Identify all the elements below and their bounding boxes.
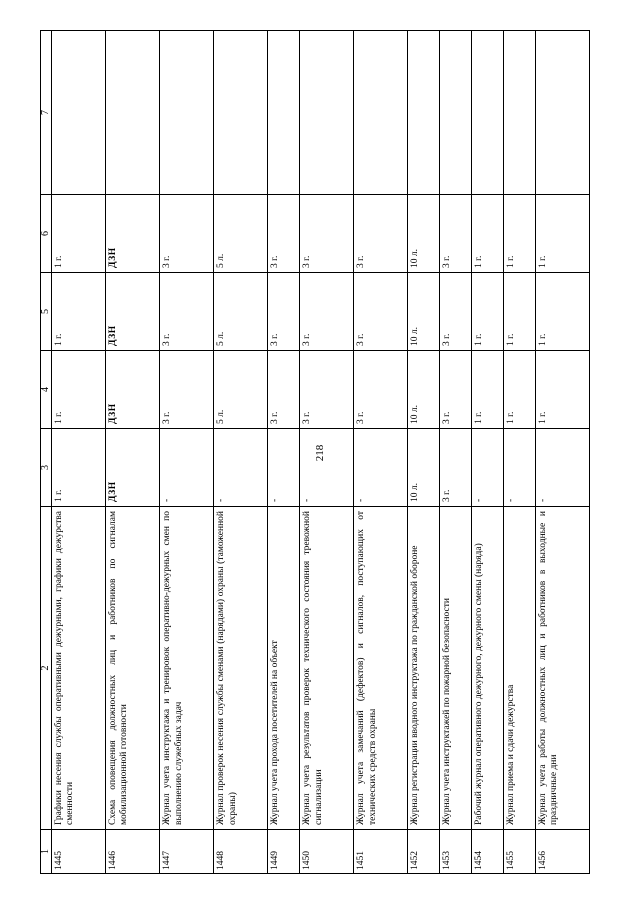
retention-col-3: 3 г. <box>440 429 472 507</box>
retention-col-5: 3 г. <box>440 273 472 351</box>
record-number: 1450 <box>300 830 354 874</box>
note-col-7 <box>472 31 504 195</box>
table-row <box>440 31 472 874</box>
record-name: Журнал проверок несения службы сменами (нарядами) охраны (таможенной охраны) <box>214 507 268 830</box>
retention-col-3: 1 г. <box>52 429 106 507</box>
note-col-7 <box>52 31 106 195</box>
table-body <box>52 31 590 874</box>
retention-col-4: 1 г. <box>535 351 589 429</box>
column-header: 6 <box>41 195 52 273</box>
retention-col-4: 3 г. <box>300 351 354 429</box>
record-number: 1447 <box>160 830 214 874</box>
note-col-7 <box>106 31 160 195</box>
retention-col-3: - <box>472 429 504 507</box>
table-row <box>535 31 589 874</box>
column-header: 4 <box>41 351 52 429</box>
retention-col-5: 3 г. <box>300 273 354 351</box>
column-header: 1 <box>41 830 52 874</box>
table-row <box>106 31 160 874</box>
note-col-7 <box>354 31 408 195</box>
retention-col-6: 10 л. <box>408 195 440 273</box>
record-name: Журнал регистрации вводного инструктажа по гражданской обороне <box>408 507 440 830</box>
retention-col-4: 3 г. <box>160 351 214 429</box>
rotated-table-container <box>40 31 590 874</box>
record-name: Графики несения службы оперативными дежурными, графики дежурства сменности <box>52 507 106 830</box>
retention-col-5: 1 г. <box>472 273 504 351</box>
record-name: Рабочий журнал оперативного дежурного, дежурного смены (наряда) <box>472 507 504 830</box>
record-number: 1446 <box>106 830 160 874</box>
retention-col-5: 3 г. <box>268 273 300 351</box>
retention-col-4: 3 г. <box>354 351 408 429</box>
table-row <box>408 31 440 874</box>
note-col-7 <box>214 31 268 195</box>
retention-col-5: 1 г. <box>52 273 106 351</box>
table-row <box>354 31 408 874</box>
record-number: 1448 <box>214 830 268 874</box>
retention-col-4: 1 г. <box>472 351 504 429</box>
record-name: Журнал учета замечаний (дефектов) и сигналов, поступающих от технических средств охраны <box>354 507 408 830</box>
retention-col-6: ДЗН <box>106 195 160 273</box>
table-row <box>52 31 106 874</box>
record-number: 1452 <box>408 830 440 874</box>
retention-col-6: 1 г. <box>535 195 589 273</box>
table-row <box>503 31 535 874</box>
retention-col-5: 1 г. <box>535 273 589 351</box>
table-row <box>300 31 354 874</box>
note-col-7 <box>160 31 214 195</box>
note-col-7 <box>268 31 300 195</box>
column-header: 3 <box>41 429 52 507</box>
retention-col-6: 1 г. <box>472 195 504 273</box>
record-name: Журнал учета инструктажей по пожарной безопасности <box>440 507 472 830</box>
retention-col-3: - <box>160 429 214 507</box>
retention-col-5: 5 л. <box>214 273 268 351</box>
retention-col-6: 5 л. <box>214 195 268 273</box>
table-row <box>214 31 268 874</box>
note-col-7 <box>440 31 472 195</box>
retention-col-3: - <box>503 429 535 507</box>
retention-col-4: 5 л. <box>214 351 268 429</box>
record-number: 1455 <box>503 830 535 874</box>
table-header-row <box>41 31 52 874</box>
record-name: Журнал приема и сдачи дежурства <box>503 507 535 830</box>
page-number: 218 <box>314 444 326 462</box>
retention-col-3: ДЗН <box>106 429 160 507</box>
retention-col-5: 3 г. <box>160 273 214 351</box>
table-row <box>160 31 214 874</box>
retention-col-3: - <box>535 429 589 507</box>
note-col-7 <box>503 31 535 195</box>
record-name: Журнал учета прохода посетителей на объект <box>268 507 300 830</box>
retention-col-3: - <box>300 429 354 507</box>
retention-col-4: ДЗН <box>106 351 160 429</box>
record-number: 1456 <box>535 830 589 874</box>
column-header: 5 <box>41 273 52 351</box>
retention-col-6: 3 г. <box>440 195 472 273</box>
retention-col-6: 3 г. <box>354 195 408 273</box>
retention-col-4: 3 г. <box>268 351 300 429</box>
note-col-7 <box>408 31 440 195</box>
retention-col-6: 3 г. <box>160 195 214 273</box>
retention-col-5: 1 г. <box>503 273 535 351</box>
retention-col-5: 3 г. <box>354 273 408 351</box>
retention-col-4: 10 л. <box>408 351 440 429</box>
retention-col-6: 1 г. <box>52 195 106 273</box>
record-number: 1454 <box>472 830 504 874</box>
retention-col-3: - <box>354 429 408 507</box>
record-name: Схема оповещения должностных лиц и работников по сигналам мобилизационной готовности <box>106 507 160 830</box>
record-number: 1445 <box>52 830 106 874</box>
retention-col-6: 3 г. <box>268 195 300 273</box>
retention-col-6: 1 г. <box>503 195 535 273</box>
retention-col-5: ДЗН <box>106 273 160 351</box>
record-number: 1451 <box>354 830 408 874</box>
retention-col-6: 3 г. <box>300 195 354 273</box>
retention-col-5: 10 л. <box>408 273 440 351</box>
record-name: Журнал учета инструктажа и тренировок оперативно-дежурных смен по выполнению служебных задач <box>160 507 214 830</box>
column-header: 2 <box>41 507 52 830</box>
record-name: Журнал учета работы должностных лиц и работников в выходные и праздничные дни <box>535 507 589 830</box>
table-row <box>268 31 300 874</box>
note-col-7 <box>535 31 589 195</box>
retention-col-3: - <box>268 429 300 507</box>
retention-col-4: 1 г. <box>52 351 106 429</box>
retention-col-4: 3 г. <box>440 351 472 429</box>
column-header: 7 <box>41 31 52 195</box>
note-col-7 <box>300 31 354 195</box>
table-row <box>472 31 504 874</box>
record-number: 1453 <box>440 830 472 874</box>
record-name: Журнал учета результатов проверок технического состояния тревожной сигнализации <box>300 507 354 830</box>
retention-col-3: 10 л. <box>408 429 440 507</box>
records-table <box>40 30 590 874</box>
retention-col-3: - <box>214 429 268 507</box>
retention-col-4: 1 г. <box>503 351 535 429</box>
record-number: 1449 <box>268 830 300 874</box>
